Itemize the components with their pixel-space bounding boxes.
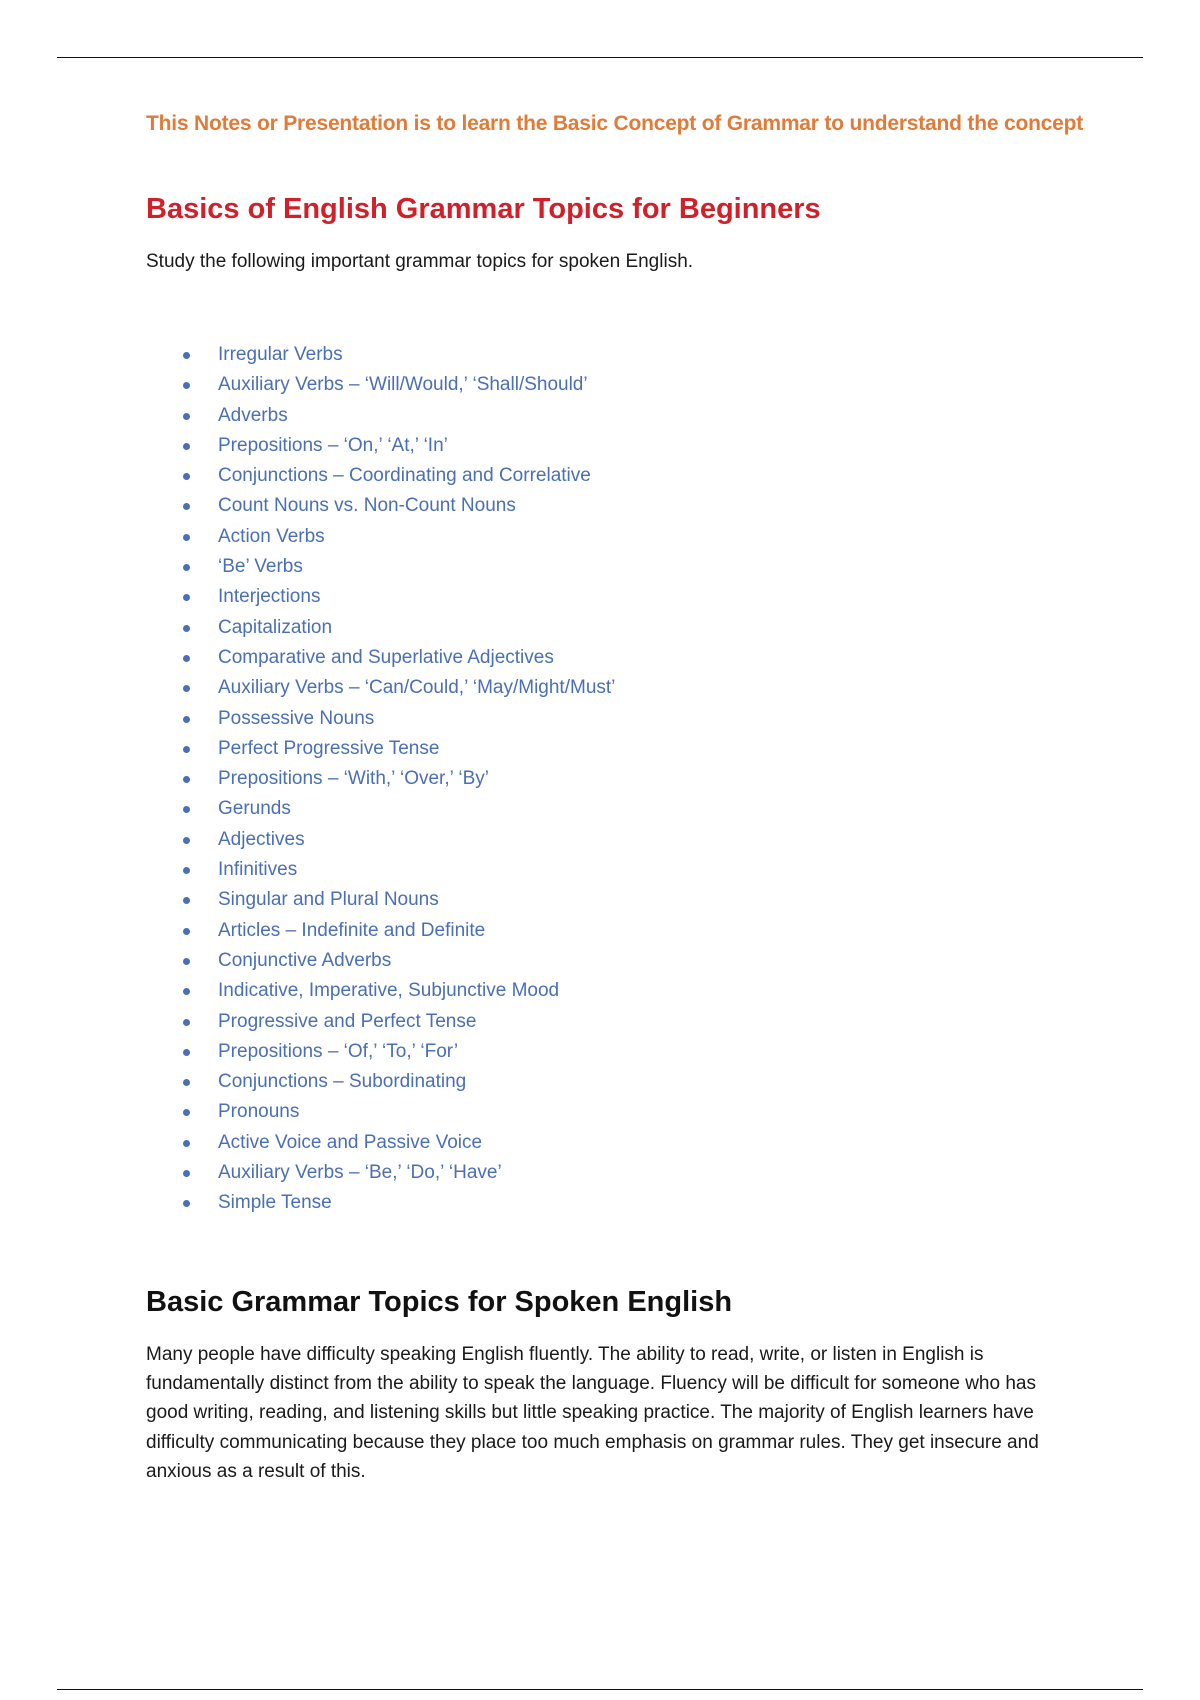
bullet-icon — [183, 534, 190, 541]
topic-list-item — [146, 1158, 615, 1188]
bullet-icon — [183, 776, 190, 783]
topic-list-item — [146, 461, 615, 491]
bullet-icon — [183, 473, 190, 480]
topic-label: Possessive Nouns — [218, 707, 375, 729]
topic-list-item — [146, 643, 615, 673]
topic-label: Active Voice and Passive Voice — [218, 1131, 483, 1153]
topic-list-item — [146, 704, 615, 734]
topic-list-item — [146, 1037, 615, 1067]
topic-list-item — [146, 370, 615, 400]
topic-label: Interjections — [218, 586, 321, 608]
bullet-icon — [183, 1109, 190, 1116]
bullet-icon — [183, 897, 190, 904]
bullet-icon — [183, 1140, 190, 1147]
section-title-spoken: Basic Grammar Topics for Spoken English — [146, 1286, 733, 1318]
top-divider — [57, 57, 1143, 58]
topic-list-item — [146, 885, 615, 915]
bullet-icon — [183, 1200, 190, 1207]
bullet-icon — [183, 958, 190, 965]
topic-label: Auxiliary Verbs – ‘Can/Could,’ ‘May/Might/Must’ — [218, 677, 616, 699]
bullet-icon — [183, 443, 190, 450]
topic-list-item — [146, 764, 615, 794]
topic-label: Conjunctions – Coordinating and Correlative — [218, 465, 591, 487]
bullet-icon — [183, 746, 190, 753]
bullet-icon — [183, 413, 190, 420]
topic-list-item — [146, 431, 615, 461]
topic-list-item — [146, 522, 615, 552]
section-body-paragraph: Many people have difficulty speaking English fluently. The ability to read, write, or listen in English is fundamentally distinct from the ability to speak the language. Fluency will be difficult for someone who has good writing, reading, and listening skills but little speaking practice. The majority of English learners have difficulty communicating because they place too much emphasis on grammar rules. They get insecure and anxious as a result of this. — [146, 1344, 1039, 1482]
topic-label: Adverbs — [218, 404, 288, 426]
bullet-icon — [183, 988, 190, 995]
bullet-icon — [183, 503, 190, 510]
topic-label: Action Verbs — [218, 525, 325, 547]
topic-list-item — [146, 1067, 615, 1097]
topic-label: Progressive and Perfect Tense — [218, 1010, 477, 1032]
topic-list — [146, 340, 615, 1219]
bullet-icon — [183, 352, 190, 359]
section-title-beginners: Basics of English Grammar Topics for Beginners — [146, 193, 821, 225]
bullet-icon — [183, 594, 190, 601]
bottom-divider — [57, 1689, 1143, 1690]
topic-label: Articles – Indefinite and Definite — [218, 919, 486, 941]
topic-label: Comparative and Superlative Adjectives — [218, 646, 554, 668]
bullet-icon — [183, 685, 190, 692]
topic-list-item — [146, 1097, 615, 1127]
bullet-icon — [183, 564, 190, 571]
topic-label: Prepositions – ‘With,’ ‘Over,’ ‘By’ — [218, 768, 490, 790]
topic-label: Perfect Progressive Tense — [218, 737, 440, 759]
section-intro: Study the following important grammar topics for spoken English. — [146, 251, 694, 272]
topic-list-item — [146, 582, 615, 612]
topic-list-item — [146, 552, 615, 582]
topic-label: Count Nouns vs. Non-Count Nouns — [218, 495, 516, 517]
topic-list-item — [146, 855, 615, 885]
topic-list-item — [146, 794, 615, 824]
topic-label: Prepositions – ‘Of,’ ‘To,’ ‘For’ — [218, 1040, 459, 1062]
topic-list-item — [146, 613, 615, 643]
topic-label: ‘Be’ Verbs — [218, 556, 303, 578]
topic-label: Prepositions – ‘On,’ ‘At,’ ‘In’ — [218, 434, 448, 456]
bullet-icon — [183, 867, 190, 874]
bullet-icon — [183, 837, 190, 844]
topic-label: Adjectives — [218, 828, 305, 850]
topic-label: Infinitives — [218, 859, 298, 881]
topic-label: Capitalization — [218, 616, 333, 638]
topic-list-item — [146, 1007, 615, 1037]
bullet-icon — [183, 382, 190, 389]
topic-label: Auxiliary Verbs – ‘Will/Would,’ ‘Shall/Should’ — [218, 374, 588, 396]
bullet-icon — [183, 655, 190, 662]
topic-list-item — [146, 946, 615, 976]
bullet-icon — [183, 806, 190, 813]
topic-list-item — [146, 916, 615, 946]
bullet-icon — [183, 1049, 190, 1056]
topic-list-item — [146, 825, 615, 855]
topic-label: Irregular Verbs — [218, 344, 343, 365]
notice-banner: This Notes or Presentation is to learn the Basic Concept of Grammar to understand the concept — [146, 112, 1084, 135]
topic-label: Auxiliary Verbs – ‘Be,’ ‘Do,’ ‘Have’ — [218, 1162, 502, 1184]
bullet-icon — [183, 1079, 190, 1086]
topic-label: Indicative, Imperative, Subjunctive Mood — [218, 980, 560, 1002]
topic-list-item — [146, 491, 615, 521]
topic-label: Pronouns — [218, 1101, 300, 1123]
topic-label: Conjunctive Adverbs — [218, 949, 392, 971]
topic-list-item — [146, 1188, 615, 1218]
bullet-icon — [183, 1170, 190, 1177]
topic-list-item — [146, 673, 615, 703]
topic-label: Gerunds — [218, 798, 291, 820]
topic-label: Conjunctions – Subordinating — [218, 1071, 467, 1093]
topic-list-item — [146, 976, 615, 1006]
topic-list-item — [146, 340, 615, 370]
topic-label: Singular and Plural Nouns — [218, 889, 439, 911]
bullet-icon — [183, 716, 190, 723]
topic-list-item — [146, 401, 615, 431]
bullet-icon — [183, 928, 190, 935]
topic-list-item — [146, 1128, 615, 1158]
bullet-icon — [183, 625, 190, 632]
bullet-icon — [183, 1019, 190, 1026]
topic-label: Simple Tense — [218, 1192, 332, 1214]
topic-list-item — [146, 734, 615, 764]
